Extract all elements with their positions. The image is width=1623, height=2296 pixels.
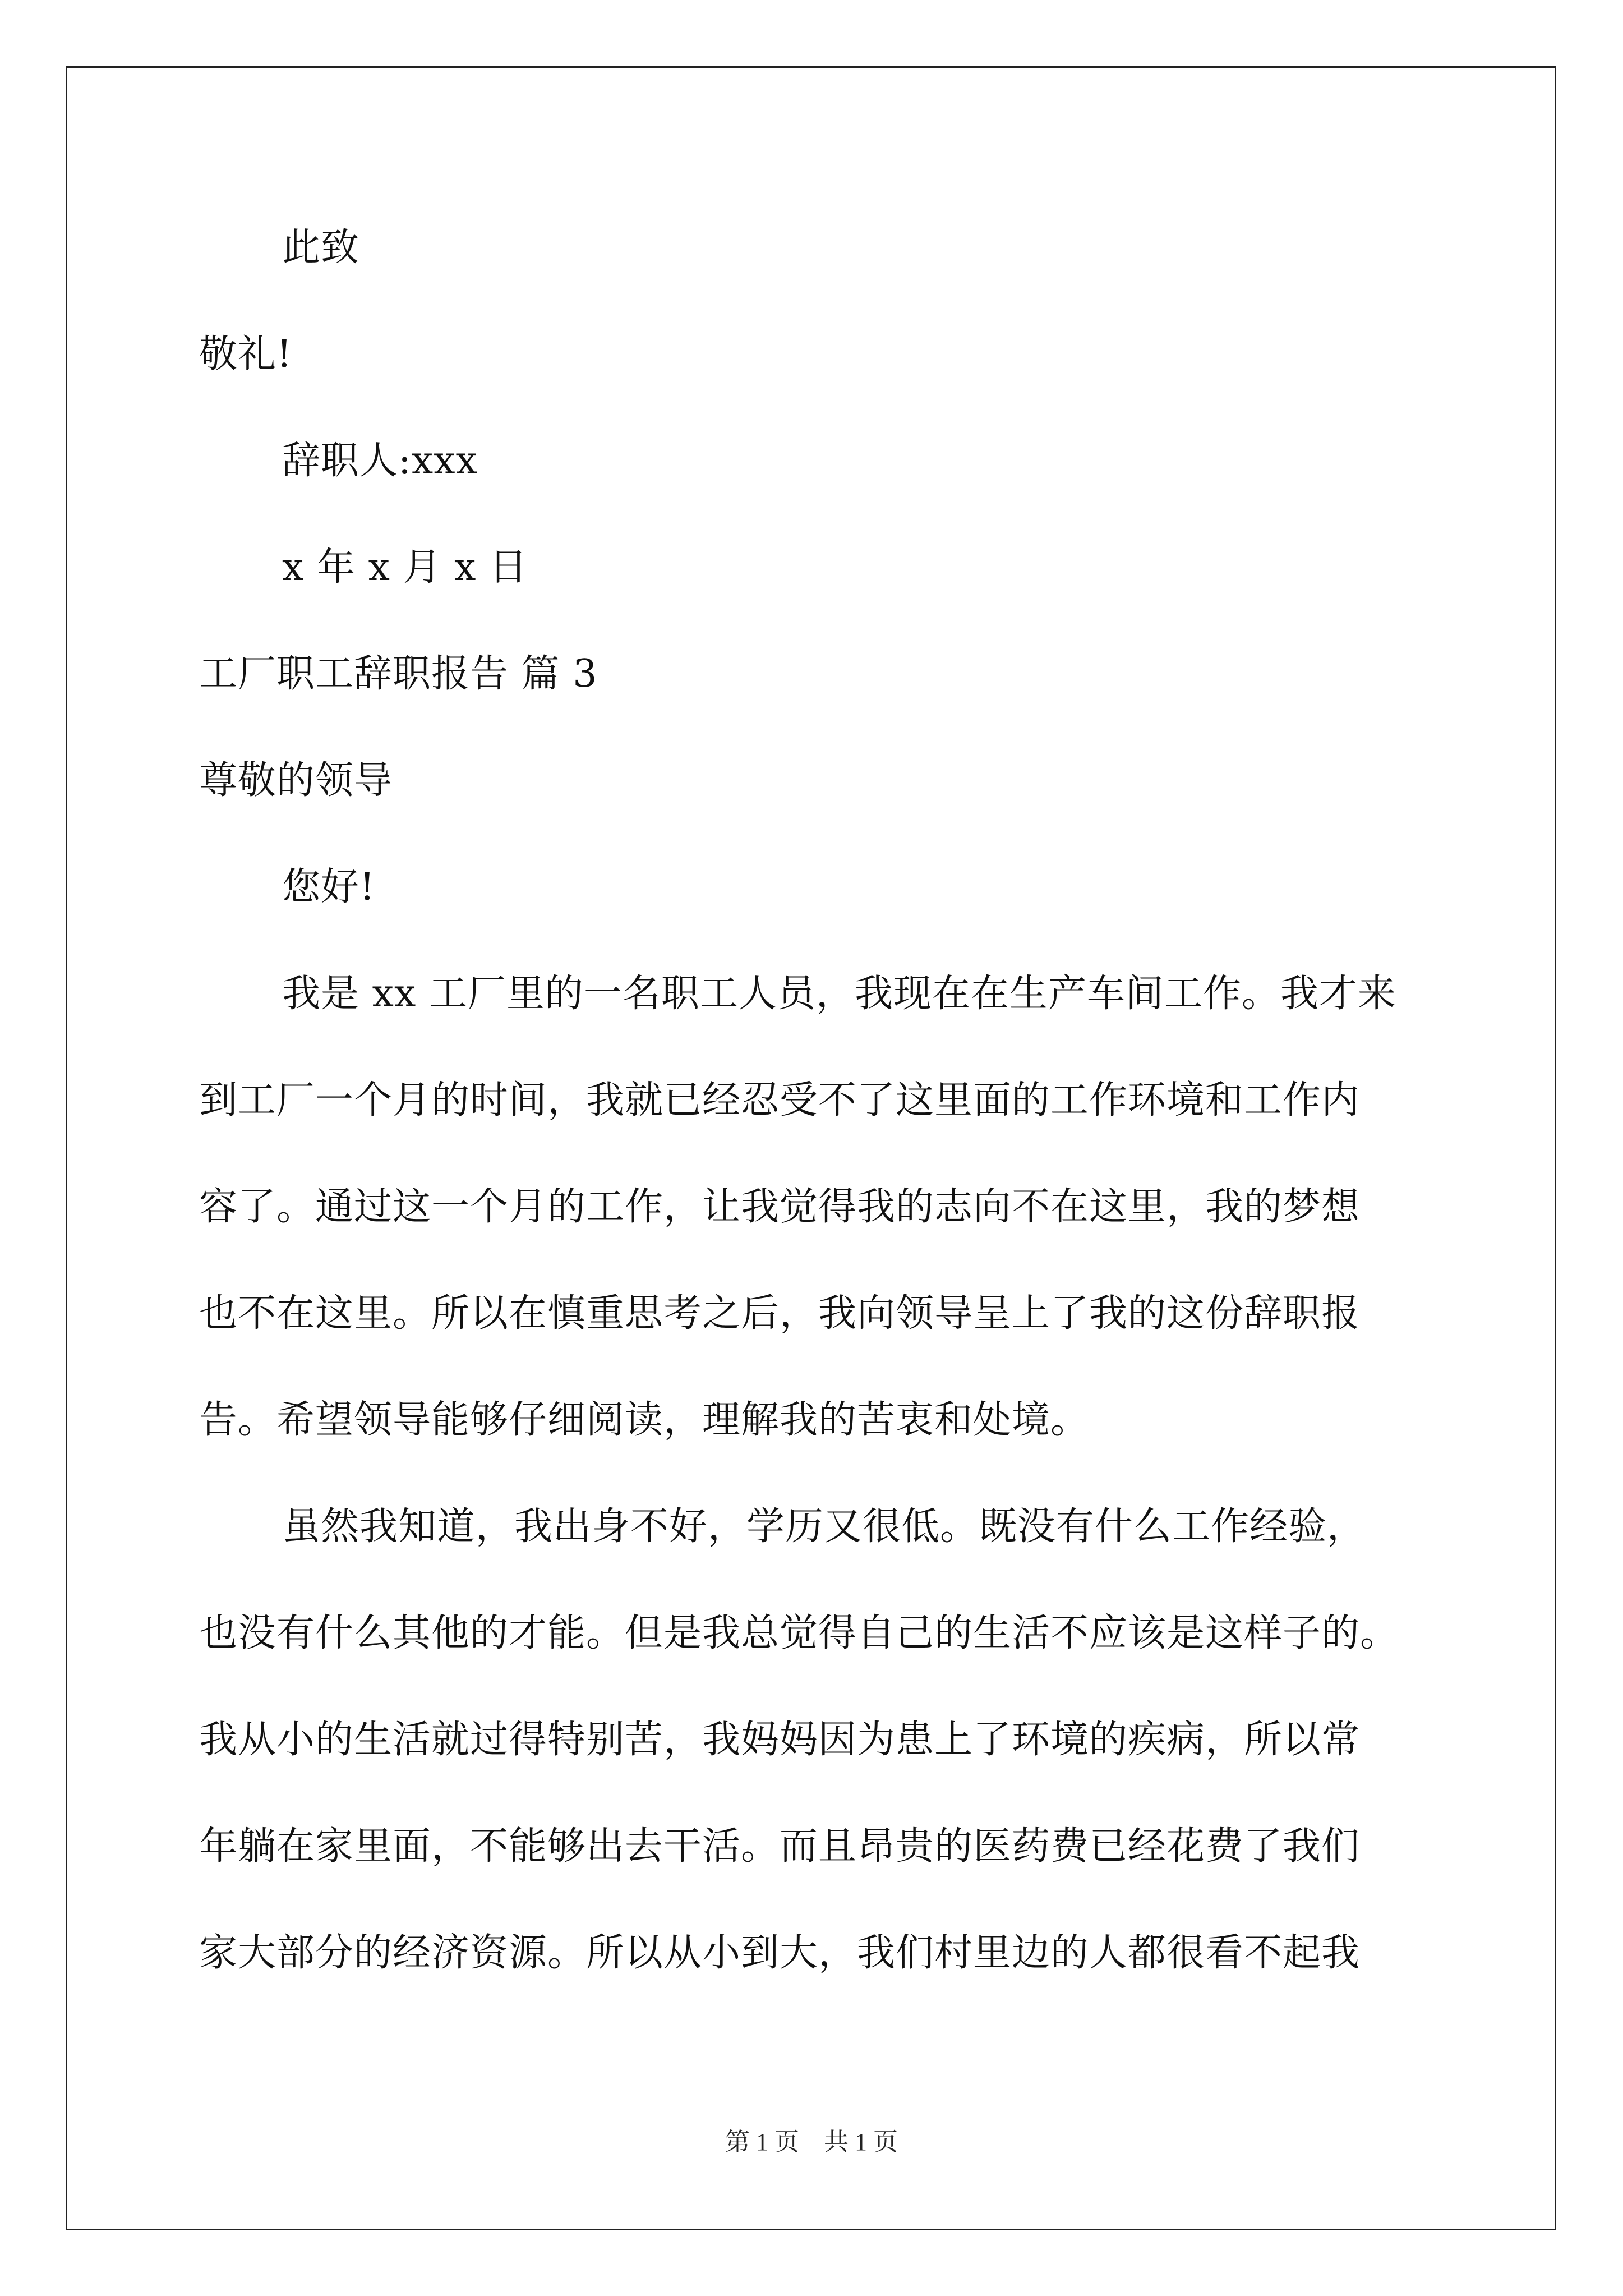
paragraph-line: 容了。通过这一个月的工作，让我觉得我的志向不在这里，我的梦想 — [199, 1185, 1361, 1229]
date-line: x 年 x 月 x 日 — [282, 545, 528, 590]
paragraph-line: 到工厂一个月的时间，我就已经忍受不了这里面的工作环境和工作内 — [199, 1078, 1361, 1122]
section-title: 工厂职工辞职报告 篇 3 — [199, 652, 598, 696]
paragraph-line: 年躺在家里面，不能够出去干活。而且昂贵的医药费已经花费了我们 — [199, 1824, 1361, 1869]
greeting-recipient: 尊敬的领导 — [199, 758, 393, 803]
paragraph-line: 虽然我知道，我出身不好，学历又很低。既没有什么工作经验， — [282, 1504, 1366, 1549]
paragraph-line: 也不在这里。所以在慎重思考之后，我向领导呈上了我的这份辞职报 — [199, 1291, 1361, 1336]
paragraph-line: 我是 xx 工厂里的一名职工人员，我现在在生产车间工作。我才来 — [282, 972, 1396, 1016]
closing-regards: 敬礼! — [199, 332, 293, 376]
greeting-hello: 您好! — [282, 865, 376, 909]
page-border — [66, 66, 1556, 2230]
paragraph-line: 我从小的生活就过得特别苦，我妈妈因为患上了环境的疾病，所以常 — [199, 1718, 1361, 1762]
paragraph-line: 家大部分的经济资源。所以从小到大，我们村里边的人都很看不起我 — [199, 1931, 1361, 1975]
page-number-footer: 第 1 页 共 1 页 — [725, 2128, 898, 2156]
paragraph-line: 也没有什么其他的才能。但是我总觉得自己的生活不应该是这样子的。 — [199, 1611, 1399, 1655]
closing-salutation: 此致 — [282, 226, 360, 270]
paragraph-line: 告。希望领导能够仔细阅读，理解我的苦衷和处境。 — [199, 1398, 1090, 1442]
signature-line: 辞职人:xxx — [282, 439, 478, 483]
